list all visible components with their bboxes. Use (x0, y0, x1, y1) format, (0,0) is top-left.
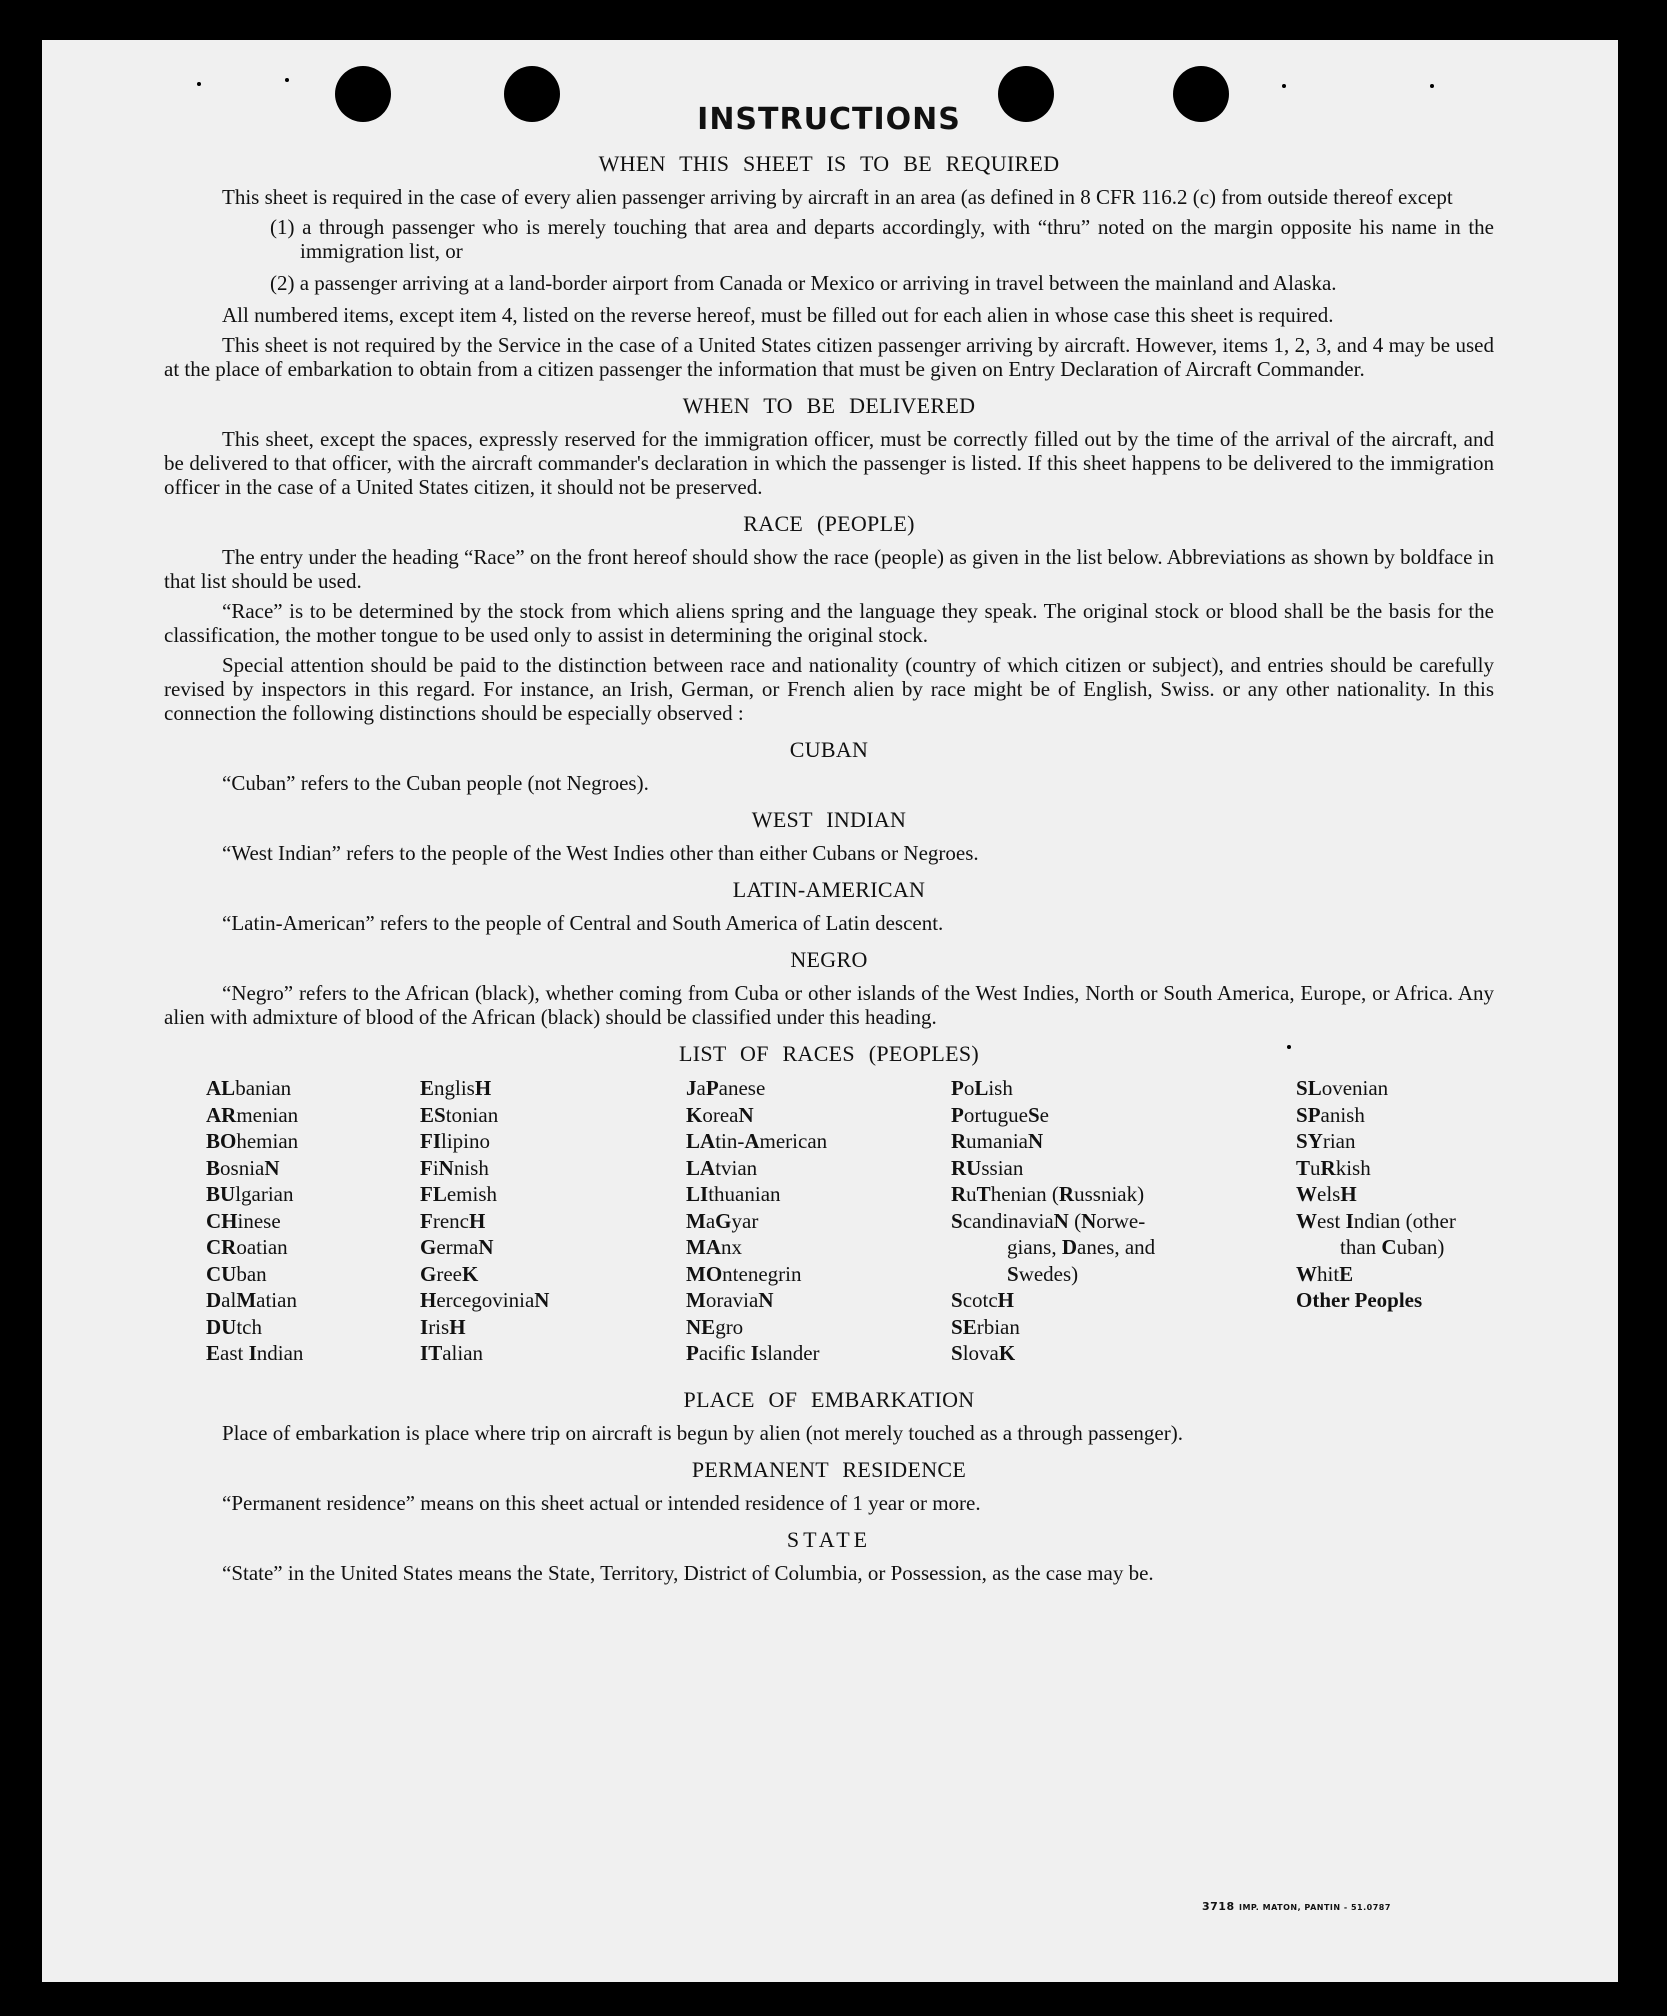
list-item: (2) a passenger arriving at a land-border airport from Canada or Mexico or arriving in travel between the mainland and Alaska. (270, 271, 1337, 295)
race-entry: ALbanian (206, 1076, 292, 1100)
paragraph: “Race” is to be determined by the stock from which aliens spring and the language they speak. The original stock or blood shall be the basis for the classification, the mother tongue to be used only to assist in determining the original stock. (164, 599, 1494, 647)
section-heading: NEGRO (790, 947, 868, 972)
race-entry: LAtin-American (686, 1129, 828, 1153)
race-entry: MAnx (686, 1235, 742, 1259)
race-entry: RuThenian (Russniak) (951, 1182, 1145, 1206)
race-entry: CRoatian (206, 1235, 288, 1259)
race-entry: FrencH (420, 1208, 486, 1233)
race-entry: BUlgarian (206, 1182, 294, 1206)
race-entry: East Indian (206, 1341, 304, 1365)
section-heading: WHEN THIS SHEET IS TO BE REQUIRED (598, 151, 1060, 176)
section-heading: PERMANENT RESIDENCE (691, 1457, 967, 1482)
section-heading: LIST OF RACES (PEOPLES) (678, 1041, 980, 1066)
race-entry: FiNnish (420, 1155, 489, 1180)
race-entry: West Indian (other (1296, 1208, 1456, 1233)
races-column (206, 1075, 406, 1367)
section-heading: WEST INDIAN (751, 807, 907, 832)
races-column (1296, 1075, 1536, 1314)
printer-imprint (1202, 1900, 1391, 1913)
paragraph: “State” in the United States means the State, Territory, District of Columbia, or Possession, as the case may be. (222, 1561, 1154, 1585)
race-entry: LIthuanian (686, 1182, 781, 1206)
race-entry: CHinese (206, 1208, 281, 1233)
form-number: 3718 (1202, 1900, 1235, 1913)
paragraph: Special attention should be paid to the distinction between race and nationality (country of which citizen or subject), and entries should be carefully revised by inspectors in this regard. For instance, an Irish, German, or French alien by race might be of English, Swiss. or any other nationality. In this connection the following distinctions should be especially observed : (164, 653, 1494, 725)
race-entry: IrisH (420, 1314, 466, 1339)
speck (1282, 84, 1286, 88)
race-entry: MOntenegrin (686, 1261, 802, 1286)
race-entry: WhitE (1296, 1261, 1354, 1286)
race-entry: DalMatian (206, 1288, 297, 1312)
race-entry: PoLish (951, 1076, 1013, 1100)
races-column (951, 1075, 1221, 1367)
speck (197, 82, 201, 86)
section-heading: RACE (PEOPLE) (743, 511, 915, 536)
section-heading: WHEN TO BE DELIVERED (682, 393, 976, 418)
race-entry-continued: Swedes) (1007, 1261, 1079, 1286)
paragraph: “West Indian” refers to the people of the West Indies other than either Cubans or Negroes. (222, 841, 979, 865)
section-heading: CUBAN (789, 737, 869, 762)
paragraph: All numbered items, except item 4, listed on the reverse hereof, must be filled out for each alien in whose case this sheet is required. (222, 303, 1334, 327)
paragraph: This sheet is not required by the Service in the case of a United States citizen passenger arriving by aircraft. However, items 1, 2, 3, and 4 may be used at the place of embarkation to obtain from a citizen passenger the information that must be given on Entry Declaration of Aircraft Commander. (164, 333, 1494, 381)
paragraph: The entry under the heading “Race” on the front hereof should show the race (people) as given in the list below. Abbreviations as shown by boldface in that list should be used. (164, 545, 1494, 593)
race-entry-continued: than Cuban) (1340, 1235, 1445, 1259)
race-entry: SPanish (1296, 1102, 1365, 1127)
race-entry: HercegoviniaN (420, 1288, 550, 1312)
speck (285, 78, 289, 82)
document-page (42, 40, 1618, 1982)
speck (1430, 84, 1434, 88)
paragraph: Place of embarkation is place where trip on aircraft is begun by alien (not merely touched as a through passenger). (222, 1421, 1183, 1445)
race-entry: LAtvian (686, 1155, 758, 1180)
race-entry: SLovenian (1296, 1076, 1389, 1100)
race-entry: FIlipino (420, 1129, 491, 1153)
race-entry: KoreaN (686, 1102, 754, 1127)
race-entry: ITalian (420, 1341, 484, 1365)
list-item: (1) a through passenger who is merely touching that area and departs accordingly, with “thru” noted on the margin opposite his name in the immigration list, or (270, 215, 1494, 263)
race-entry: WelsH (1296, 1182, 1357, 1206)
race-entry: GermaN (420, 1235, 494, 1259)
section-heading: STATE (786, 1527, 872, 1552)
race-entry: CUban (206, 1261, 267, 1286)
race-entry: RUssian (951, 1155, 1024, 1180)
race-entry: ScotcH (951, 1288, 1015, 1312)
race-entry: GreeK (420, 1261, 479, 1286)
race-entry: EnglisH (420, 1076, 492, 1100)
race-entry: Other Peoples (1296, 1288, 1423, 1312)
race-entry: SErbian (951, 1314, 1020, 1339)
section-heading: PLACE OF EMBARKATION (683, 1387, 975, 1412)
race-entry: BosniaN (206, 1155, 280, 1180)
race-entry: JaPanese (686, 1076, 766, 1100)
race-entry: DUtch (206, 1314, 262, 1339)
race-entry: TuRkish (1296, 1155, 1371, 1180)
race-entry: SlovaK (951, 1341, 1016, 1365)
race-entry: PortugueSe (951, 1102, 1049, 1127)
paragraph: “Negro” refers to the African (black), whether coming from Cuba or other islands of the West Indies, North or South America, Europe, or Africa. Any alien with admixture of blood of the African (black) should be classified under this heading. (164, 981, 1494, 1029)
race-entry: Pacific Islander (686, 1341, 820, 1365)
instructions-content (164, 102, 1494, 1591)
race-entry: EStonian (420, 1102, 499, 1127)
section-heading: LATIN-AMERICAN (732, 877, 926, 902)
paragraph: “Latin-American” refers to the people of Central and South America of Latin descent. (222, 911, 944, 935)
race-entry-continued: gians, Danes, and (1007, 1235, 1156, 1259)
races-column (686, 1075, 916, 1367)
race-entry: NEgro (686, 1314, 744, 1339)
race-entry: BOhemian (206, 1129, 299, 1153)
race-entry: RumaniaN (951, 1129, 1044, 1153)
races-column (420, 1075, 620, 1367)
race-entry: MaGyar (686, 1208, 759, 1233)
paragraph: This sheet, except the spaces, expressly reserved for the immigration officer, must be correctly filled out by the time of the arrival of the aircraft, and be delivered to that officer, with the aircraft commander's declaration in which the passenger is listed. If this sheet happens to be delivered to the immigration officer in the case of a United States citizen, it should not be preserved. (164, 427, 1494, 499)
page-title: INSTRUCTIONS (697, 102, 961, 137)
races-list (164, 1075, 1494, 1375)
paragraph: “Cuban” refers to the Cuban people (not Negroes). (222, 771, 649, 795)
race-entry: SYrian (1296, 1129, 1356, 1153)
race-entry: FLemish (420, 1182, 498, 1206)
printer-name: IMP. MATON, PANTIN - 51.0787 (1238, 1903, 1391, 1912)
paragraph: This sheet is required in the case of every alien passenger arriving by aircraft in an area (as defined in 8 CFR 116.2 (c) from outside thereof except (222, 185, 1453, 209)
race-entry: MoraviaN (686, 1288, 774, 1312)
paragraph: “Permanent residence” means on this sheet actual or intended residence of 1 year or more. (222, 1491, 981, 1515)
race-entry: ScandinaviaN (Norwe- (951, 1208, 1146, 1233)
race-entry: ARmenian (206, 1102, 299, 1127)
